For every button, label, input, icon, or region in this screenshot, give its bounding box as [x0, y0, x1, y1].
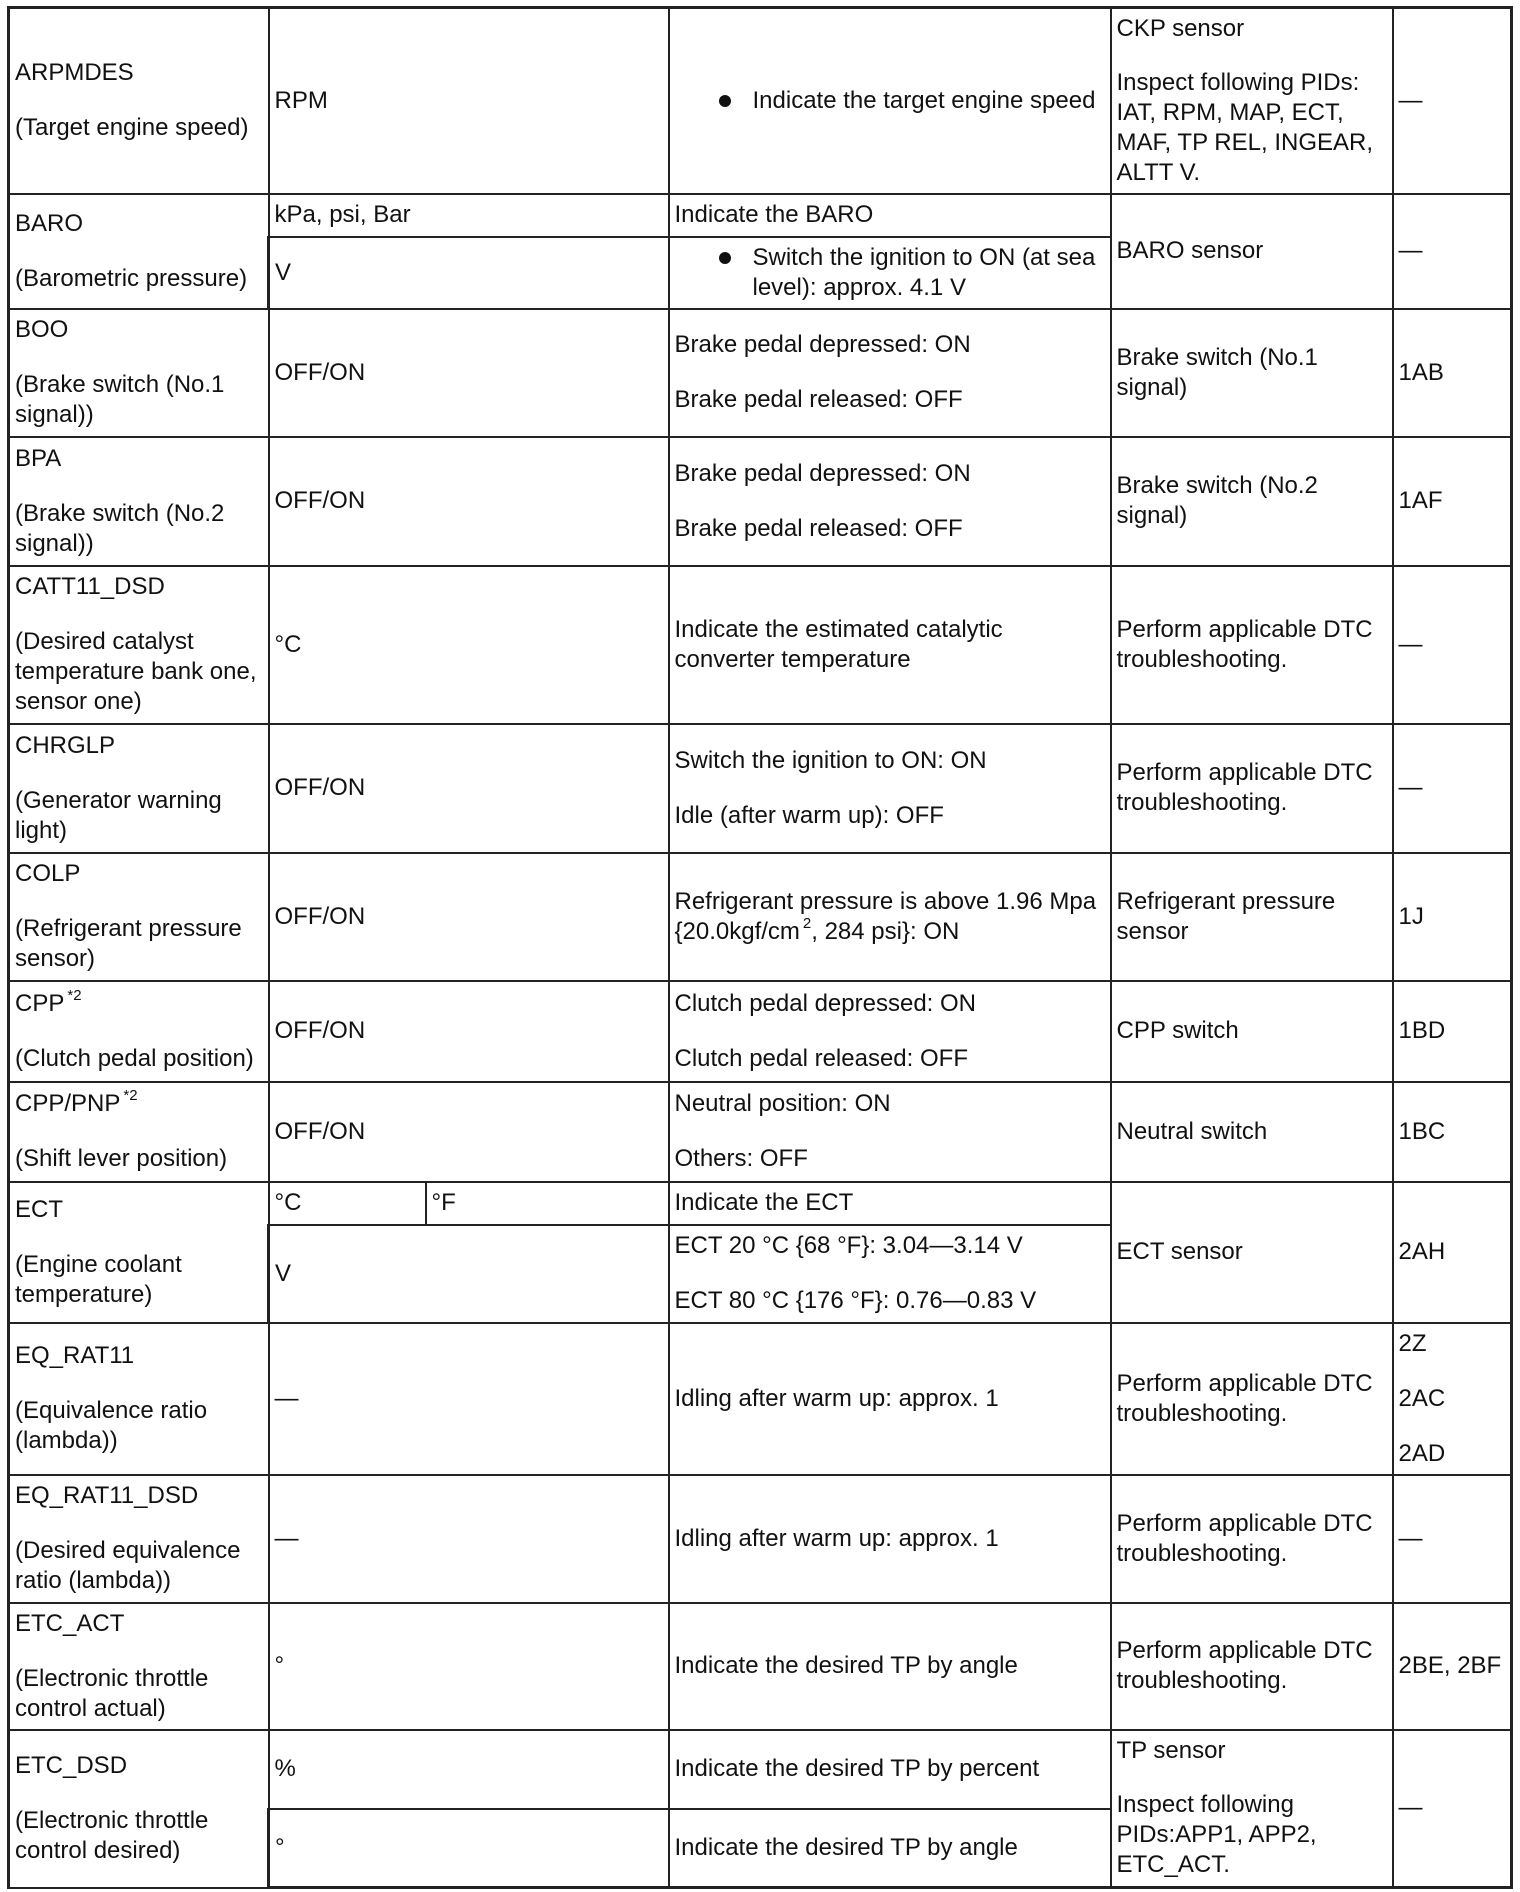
- pid-name: ETC_ACT: [15, 1609, 125, 1637]
- check-cell: Brake switch (No.2 signal): [1111, 437, 1393, 566]
- pid-description: (Desired catalyst temperature bank one, sensor one): [15, 628, 257, 715]
- check-cell: Perform applicable DTC troubleshooting.: [1111, 1475, 1393, 1603]
- unit-cell: OFF/ON: [269, 853, 669, 981]
- pid-description: (Electronic throttle control actual): [15, 1664, 209, 1722]
- table-row: [9, 1603, 1512, 1730]
- footnote-marker: *2: [123, 1087, 138, 1104]
- unit-cell: kPa, psi, Bar: [269, 194, 669, 237]
- table-row: [9, 309, 1512, 437]
- check-text: Inspect following PIDs:APP1, APP2, ETC_ACT.: [1116, 1791, 1317, 1879]
- unit-cell: —: [269, 1475, 669, 1603]
- table-row: [9, 437, 1512, 566]
- condition-text: Brake pedal released: OFF: [674, 386, 963, 413]
- terminal-cell: 2BE, 2BF: [1393, 1603, 1512, 1730]
- pid-description: (Brake switch (No.2 signal)): [15, 499, 225, 557]
- condition-cell: Indicate the desired TP by angle: [669, 1603, 1111, 1730]
- table-row: [9, 1323, 1512, 1475]
- pid-cell: [9, 724, 269, 853]
- check-cell: Perform applicable DTC troubleshooting.: [1111, 566, 1393, 724]
- check-cell: Perform applicable DTC troubleshooting.: [1111, 1603, 1393, 1730]
- pid-description: (Clutch pedal position): [15, 1044, 254, 1072]
- pid-name: EQ_RAT11_DSD: [15, 1482, 199, 1509]
- pid-description: (Brake switch (No.1 signal)): [15, 371, 225, 428]
- condition-cell: [669, 1082, 1111, 1182]
- unit-cell: V: [269, 1225, 669, 1323]
- pid-cell: [9, 1082, 269, 1182]
- unit-cell: OFF/ON: [269, 981, 669, 1082]
- check-cell: [1111, 1730, 1393, 1888]
- condition-text: Clutch pedal released: OFF: [674, 1044, 968, 1072]
- condition-cell: [669, 237, 1111, 309]
- pid-name: COLP: [15, 860, 81, 887]
- unit-cell: OFF/ON: [269, 309, 669, 437]
- pid-description: (Shift lever position): [15, 1145, 228, 1172]
- terminal-cell: —: [1393, 566, 1512, 724]
- condition-text: Clutch pedal depressed: ON: [674, 989, 976, 1017]
- unit-cell: °: [269, 1809, 669, 1888]
- pid-cell: [9, 1323, 269, 1475]
- terminal-cell: 1BC: [1393, 1082, 1512, 1182]
- footnote-marker: *2: [67, 986, 82, 1004]
- pid-name: ECT: [15, 1195, 63, 1223]
- unit-cell: °C: [269, 566, 669, 724]
- pid-cell: [9, 1730, 269, 1888]
- condition-cell: [669, 724, 1111, 853]
- bullet-icon: [719, 252, 731, 264]
- check-cell: BARO sensor: [1111, 194, 1393, 309]
- terminal-cell: 1J: [1393, 853, 1512, 981]
- pid-cell: [9, 853, 269, 981]
- unit-cell: °C: [269, 1182, 426, 1225]
- unit-cell: %: [269, 1730, 669, 1809]
- unit-cell: °F: [426, 1182, 669, 1225]
- pid-description: (Refrigerant pressure sensor): [15, 915, 242, 972]
- terminal-cell: —: [1393, 8, 1512, 194]
- pid-name: EQ_RAT11: [15, 1342, 135, 1369]
- condition-text: Others: OFF: [674, 1145, 808, 1172]
- unit-cell: OFF/ON: [269, 724, 669, 853]
- table-row: [9, 1730, 1512, 1809]
- condition-cell: [669, 981, 1111, 1082]
- condition-cell: [669, 8, 1111, 194]
- check-title: TP sensor: [1116, 1737, 1226, 1765]
- condition-text: Brake pedal released: OFF: [674, 514, 963, 542]
- pid-cell: [9, 981, 269, 1082]
- condition-text: Brake pedal depressed: ON: [674, 331, 971, 358]
- table-row: [9, 981, 1512, 1082]
- condition-text: Refrigerant pressure is above 1.96 Mpa {20.0kgf/cm: [674, 887, 1097, 945]
- condition-text: Indicate the target engine speed: [752, 86, 1096, 114]
- table-row: [9, 194, 1512, 237]
- pid-cell: [9, 1182, 269, 1323]
- terminal-cell: —: [1393, 194, 1512, 309]
- condition-cell: [669, 437, 1111, 566]
- pid-cell: [9, 194, 269, 309]
- unit-cell: °: [269, 1603, 669, 1730]
- check-cell: [1111, 8, 1393, 194]
- pid-name: ETC_DSD: [15, 1752, 128, 1779]
- pid-table: [7, 6, 1513, 1889]
- pid-description: (Generator warning light): [15, 786, 222, 844]
- pid-name: CPP/PNP: [15, 1090, 121, 1117]
- table-row: [9, 724, 1512, 853]
- condition-cell: Indicate the estimated catalytic converter temperature: [669, 566, 1111, 724]
- condition-cell: Idling after warm up: approx. 1: [669, 1323, 1111, 1475]
- unit-cell: RPM: [269, 8, 669, 194]
- condition-cell: Idling after warm up: approx. 1: [669, 1475, 1111, 1603]
- check-cell: Refrigerant pressure sensor: [1111, 853, 1393, 981]
- condition-text: Switch the ignition to ON (at sea level): approx. 4.1 V: [752, 243, 1096, 301]
- condition-text: Brake pedal depressed: ON: [674, 459, 971, 487]
- unit-cell: —: [269, 1323, 669, 1475]
- terminal-text: 2Z: [1398, 1329, 1427, 1357]
- condition-text: , 284 psi}: ON: [811, 917, 960, 945]
- table-row: [9, 1082, 1512, 1182]
- check-cell: Neutral switch: [1111, 1082, 1393, 1182]
- pid-description: (Equivalence ratio (lambda)): [15, 1397, 208, 1454]
- pid-cell: [9, 1603, 269, 1730]
- condition-cell: Indicate the desired TP by percent: [669, 1730, 1111, 1809]
- table-row: [9, 853, 1512, 981]
- terminal-cell: 2AH: [1393, 1182, 1512, 1323]
- pid-description: (Desired equivalence ratio (lambda)): [15, 1537, 241, 1594]
- check-cell: CPP switch: [1111, 981, 1393, 1082]
- terminal-cell: [1393, 1323, 1512, 1475]
- table-row: [9, 566, 1512, 724]
- condition-cell: Indicate the ECT: [669, 1182, 1111, 1225]
- unit-cell: OFF/ON: [269, 437, 669, 566]
- pid-name: BOO: [15, 316, 69, 343]
- terminal-text: 2AD: [1398, 1439, 1446, 1467]
- terminal-cell: —: [1393, 1730, 1512, 1888]
- pid-name: BARO: [15, 209, 84, 237]
- pid-name: CATT11_DSD: [15, 573, 165, 600]
- condition-cell: [669, 853, 1111, 981]
- terminal-text: 2AC: [1398, 1384, 1446, 1412]
- check-cell: Brake switch (No.1 signal): [1111, 309, 1393, 437]
- check-cell: Perform applicable DTC troubleshooting.: [1111, 724, 1393, 853]
- pid-name: CPP: [15, 989, 65, 1017]
- condition-cell: [669, 309, 1111, 437]
- pid-cell: [9, 309, 269, 437]
- unit-cell: OFF/ON: [269, 1082, 669, 1182]
- unit-cell: V: [269, 237, 669, 309]
- terminal-cell: —: [1393, 724, 1512, 853]
- pid-description: (Barometric pressure): [15, 264, 248, 292]
- pid-description: (Engine coolant temperature): [15, 1250, 182, 1308]
- bullet-icon: [719, 95, 731, 107]
- pid-description: (Electronic throttle control desired): [15, 1807, 209, 1864]
- terminal-cell: —: [1393, 1475, 1512, 1603]
- condition-text: ECT 20 °C {68 °F}: 3.04—3.14 V: [674, 1232, 1023, 1259]
- pid-name: CHRGLP: [15, 731, 116, 759]
- condition-text: Switch the ignition to ON: ON: [674, 746, 987, 774]
- terminal-cell: 1BD: [1393, 981, 1512, 1082]
- pid-cell: [9, 566, 269, 724]
- condition-cell: [669, 1225, 1111, 1323]
- pid-cell: [9, 437, 269, 566]
- check-text: Inspect following PIDs: IAT, RPM, MAP, ECT, MAF, TP REL, INGEAR, ALTT V.: [1116, 68, 1374, 186]
- pid-name: BPA: [15, 444, 62, 472]
- condition-cell: Indicate the BARO: [669, 194, 1111, 237]
- condition-text: Idle (after warm up): OFF: [674, 801, 944, 829]
- pid-name: ARPMDES: [15, 59, 134, 87]
- condition-text: Neutral position: ON: [674, 1090, 891, 1117]
- terminal-cell: 1AB: [1393, 309, 1512, 437]
- check-cell: ECT sensor: [1111, 1182, 1393, 1323]
- terminal-cell: 1AF: [1393, 437, 1512, 566]
- pid-description: (Target engine speed): [15, 114, 249, 142]
- table-row: [9, 8, 1512, 194]
- condition-cell: Indicate the desired TP by angle: [669, 1809, 1111, 1888]
- pid-cell: [9, 1475, 269, 1603]
- pid-cell: [9, 8, 269, 194]
- table-row: [9, 1182, 1512, 1225]
- check-cell: Perform applicable DTC troubleshooting.: [1111, 1323, 1393, 1475]
- superscript: 2: [802, 914, 812, 932]
- table-row: [9, 1475, 1512, 1603]
- check-title: CKP sensor: [1116, 14, 1245, 42]
- condition-text: ECT 80 °C {176 °F}: 0.76—0.83 V: [674, 1287, 1037, 1314]
